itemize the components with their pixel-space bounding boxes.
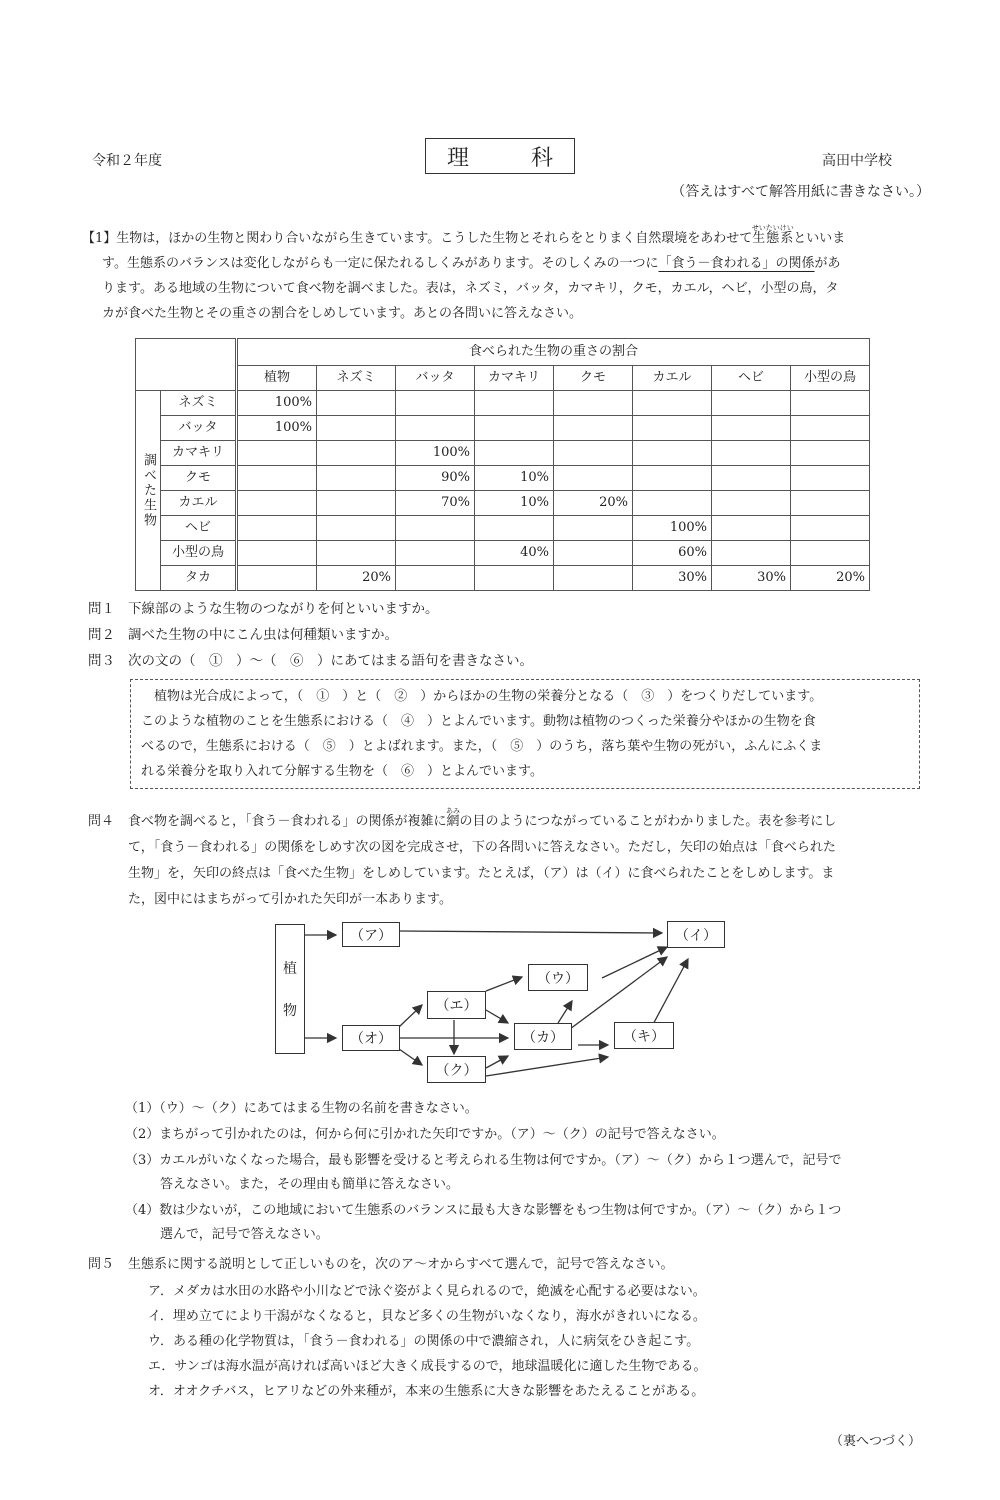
question-label: 問２ [88, 627, 115, 643]
food-web-diagram [270, 919, 740, 1091]
answer-instruction: （答えはすべて解答用紙に書きなさい。） [671, 184, 930, 200]
table-cell [554, 566, 633, 591]
table-cell [554, 466, 633, 491]
continue-notice: （裏へつづく） [830, 1434, 922, 1449]
table-cell [317, 516, 396, 541]
table-row [136, 441, 870, 466]
table-row [136, 391, 870, 416]
plant-label-char: 物 [283, 1003, 297, 1019]
sub-question-3 [125, 1149, 985, 1197]
table-cell [396, 416, 475, 441]
ruby-reading: あみ [446, 807, 461, 815]
table-row [136, 541, 870, 566]
table-cell [317, 441, 396, 466]
table-cell: 40% [475, 541, 554, 566]
table-cell [633, 491, 712, 516]
table-cell [237, 541, 317, 566]
question-label: 問５ [88, 1257, 115, 1272]
question-text: て，「食う－食われる」の関係をしめす次の図を完成させ，下の各問いに答えなさい。ただし，矢印の始点は「食べられた [128, 840, 836, 855]
underlined-phrase: 「食う－食われる」の関係 [658, 256, 815, 271]
table-cell: 100% [237, 416, 317, 441]
node-e: （エ） [427, 991, 486, 1019]
sub-question-2 [125, 1123, 985, 1147]
node-u: （ウ） [528, 964, 588, 991]
intro-text: 生物は，ほかの生物と関わり合いながら生きています。こうした生物とそれらをとりまく自然環境をあわせて [116, 231, 753, 246]
table-row [136, 491, 870, 516]
sub-label: （2） [125, 1127, 160, 1142]
table-cell [633, 416, 712, 441]
table-row [136, 566, 870, 591]
node-ka: （カ） [514, 1023, 572, 1050]
table-wrapper [135, 338, 1000, 591]
table-cell [712, 541, 791, 566]
column-header: 植物 [237, 366, 317, 391]
option-e: エ．サンゴは海水温が高ければ高いほど大きく成長するので，地球温暖化に適した生物である。 [148, 1359, 707, 1374]
sub-label: （3） [125, 1153, 160, 1168]
table-cell [475, 441, 554, 466]
option-a: ア．メダカは水田の水路や小川などで泳ぐ姿がよく見られるので，絶滅を心配する必要はない。 [148, 1284, 706, 1299]
node-o: （オ） [342, 1025, 400, 1051]
table-cell [396, 391, 475, 416]
table-cell [791, 466, 870, 491]
table-cell [396, 516, 475, 541]
table-cell: 70% [396, 491, 475, 516]
table-cell [712, 416, 791, 441]
sub-label: （1） [125, 1101, 160, 1116]
page-header [0, 138, 1000, 178]
intro-paragraph [82, 224, 942, 326]
table-cell [554, 516, 633, 541]
subject-title: 理 科 [425, 138, 575, 174]
row-label: バッタ [161, 416, 237, 441]
table-cell [791, 416, 870, 441]
table-cell: 10% [475, 491, 554, 516]
option-o: オ．オオクチバス，ヒアリなどの外来種が，本来の生態系に大きな影響をあたえることがある。 [148, 1384, 705, 1399]
table-cell [554, 441, 633, 466]
table-cell [554, 391, 633, 416]
table-column-headers [136, 366, 870, 391]
table-row [136, 466, 870, 491]
column-header: 小型の鳥 [791, 366, 870, 391]
section-number: 【1】 [82, 231, 117, 246]
table-cell [317, 466, 396, 491]
node-ki: （キ） [614, 1022, 674, 1049]
table-cell [554, 416, 633, 441]
node-a: （ア） [342, 922, 400, 947]
question-label: 問１ [88, 601, 115, 617]
table-cell [317, 391, 396, 416]
column-header: バッタ [396, 366, 475, 391]
table-cell [396, 541, 475, 566]
school-name: 高田中学校 [822, 153, 892, 169]
table-cell [633, 466, 712, 491]
arrow-e-to-ka [486, 1010, 508, 1023]
table-cell [712, 391, 791, 416]
table-cell [475, 516, 554, 541]
question-label: 問３ [88, 653, 115, 669]
options-list [148, 1279, 1000, 1404]
question-text: 生態系に関する説明として正しいものを，次のア～オからすべて選んで，記号で答えなさい。 [128, 1257, 674, 1272]
option-i: イ．埋め立てにより干潟がなくなると，貝など多くの生物がいなくなり，海水がきれいになる。 [148, 1309, 706, 1324]
question-text: 下線部のような生物のつながりを何といいますか。 [128, 601, 439, 617]
question-text: 次の文の（ ① ）～（ ⑥ ）にあてはまる語句を書きなさい。 [128, 653, 533, 669]
arrow-u-to-i [602, 947, 667, 978]
sub-question-4 [125, 1199, 985, 1247]
table-cell: 20% [791, 566, 870, 591]
table-cell [633, 391, 712, 416]
box-line: 植物は光合成によって，（ ① ）と（ ② ）からほかの生物の栄養分となる（ ③ ）をつくりだしています。 [141, 689, 823, 704]
plant-label-char: 植 [283, 961, 297, 977]
table-cell: 30% [633, 566, 712, 591]
arrow-o-to-ku [399, 1049, 422, 1065]
table-cell [791, 391, 870, 416]
ruby-word [751, 224, 794, 246]
table-cell [633, 441, 712, 466]
table-cell [475, 391, 554, 416]
sub-question-1 [125, 1097, 985, 1121]
table-cell: 100% [396, 441, 475, 466]
table-cell [791, 441, 870, 466]
row-label: クモ [161, 466, 237, 491]
table-cell [237, 466, 317, 491]
question-label: 問４ [88, 814, 115, 829]
ruby-base: 網 [446, 814, 461, 829]
table-cell [712, 491, 791, 516]
sub-questions [125, 1097, 985, 1247]
table-cell [237, 516, 317, 541]
sub-text: 数は少ないが，この地域において生態系のバランスに最も大きな影響をもつ生物は何ですか。（ア）～（ク）から１つ [159, 1203, 842, 1218]
table-cell [475, 416, 554, 441]
row-label: 小型の鳥 [161, 541, 237, 566]
sub-label: （4） [125, 1203, 160, 1218]
ruby-base: 生態系 [751, 231, 794, 246]
sub-text: （ウ）～（ク）にあてはまる生物の名前を書きなさい。 [159, 1101, 478, 1116]
intro-text: といいま [793, 231, 846, 246]
question-2 [88, 625, 1000, 645]
row-label: カエル [161, 491, 237, 516]
column-header: カエル [633, 366, 712, 391]
table-cell [791, 541, 870, 566]
arrow-ki-to-i [650, 959, 688, 1030]
arrow-e-to-u [486, 977, 522, 991]
question-text: 食べ物を調べると，「食う－食われる」の関係が複雑に [128, 814, 447, 829]
question-text: の目のようにつながっていることがわかりました。表を参考にし [459, 814, 837, 829]
table-cell: 100% [237, 391, 317, 416]
table-cell [317, 491, 396, 516]
exam-year: 令和２年度 [92, 153, 162, 169]
row-label: タカ [161, 566, 237, 591]
box-line: べるので，生態系における（ ⑤ ）とよばれます。また，（ ⑤ ）のうち，落ち葉や生物の死がい，ふんにふくま [141, 739, 823, 754]
arrow-o-to-e [399, 1005, 422, 1027]
sub-text: 選んで，記号で答えなさい。 [160, 1227, 329, 1242]
arrow-a-to-i [399, 931, 662, 933]
table-cell [237, 441, 317, 466]
table-row [136, 516, 870, 541]
table-cell: 10% [475, 466, 554, 491]
table-cell [554, 541, 633, 566]
box-line: このような植物のことを生態系における（ ④ ）とよんでいます。動物は植物のつくった栄養分やほかの生物を食 [141, 714, 816, 729]
question-5 [88, 1253, 1000, 1277]
ruby-reading: せいたいけい [751, 224, 794, 232]
sub-text: 答えなさい。また，その理由も簡単に答えなさい。 [160, 1177, 460, 1192]
intro-text: があ [814, 256, 841, 271]
question-text: 調べた生物の中にこん虫は何種類いますか。 [128, 627, 398, 643]
table-cell [791, 516, 870, 541]
row-label: カマキリ [161, 441, 237, 466]
column-header: ヘビ [712, 366, 791, 391]
node-ku: （ク） [427, 1056, 486, 1083]
table-cell: 20% [554, 491, 633, 516]
table-cell [237, 491, 317, 516]
node-i: （イ） [667, 921, 725, 948]
fill-in-box [130, 679, 920, 789]
column-header: カマキリ [475, 366, 554, 391]
sub-text: カエルがいなくなった場合，最も影響を受けると考えられる生物は何ですか。（ア）～（ク）から１つ選んで，記号で [159, 1153, 842, 1168]
table-corner [136, 339, 237, 391]
table-cell: 30% [712, 566, 791, 591]
arrow-ku-to-ki [486, 1057, 608, 1076]
intro-text: す。生態系のバランスは変化しながらも一定に保たれるしくみがあります。そのしくみの一つに [102, 256, 659, 271]
question-4 [88, 807, 968, 913]
table-cell [237, 566, 317, 591]
table-row [136, 416, 870, 441]
table-cell [317, 416, 396, 441]
column-header: クモ [554, 366, 633, 391]
table-cell [396, 566, 475, 591]
side-header: 調べた生物 [136, 391, 161, 591]
intro-text: ります。ある地域の生物について食べ物を調べました。表は，ネズミ，バッタ，カマキリ，クモ，カエル，ヘビ，小型の鳥，タ [102, 281, 839, 296]
table-cell: 20% [317, 566, 396, 591]
table-cell [791, 491, 870, 516]
table-cell: 90% [396, 466, 475, 491]
table-cell: 60% [633, 541, 712, 566]
table-cell: 100% [633, 516, 712, 541]
arrow-ka-to-u [558, 1001, 572, 1023]
box-line: れる栄養分を取り入れて分解する生物を（ ⑥ ）とよんでいます。 [141, 764, 543, 779]
question-text: 生物」を，矢印の終点は「食べた生物」をしめしています。たとえば，（ア）は（イ）に食べられたことをしめします。ま [128, 866, 835, 881]
arrow-ku-to-ka [486, 1056, 508, 1068]
table-cell [712, 466, 791, 491]
table-cell [317, 541, 396, 566]
row-label: ヘビ [161, 516, 237, 541]
option-u: ウ．ある種の化学物質は，「食う－食われる」の関係の中で濃縮され，人に病気をひき起こす。 [148, 1334, 700, 1349]
table-cell [712, 516, 791, 541]
food-table [135, 338, 870, 591]
column-header: ネズミ [317, 366, 396, 391]
table-cell [475, 566, 554, 591]
intro-text: カが食べた生物とその重さの割合をしめしています。あとの各問いに答えなさい。 [102, 306, 582, 321]
table-top-header: 食べられた生物の重さの割合 [237, 339, 870, 366]
sub-text: まちがって引かれたのは，何から何に引かれた矢印ですか。（ア）～（ク）の記号で答えなさい。 [159, 1127, 725, 1142]
question-3 [88, 651, 1000, 671]
question-text: た，図中にはまちがって引かれた矢印が一本あります。 [128, 892, 452, 907]
table-cell [712, 441, 791, 466]
row-label: ネズミ [161, 391, 237, 416]
node-plant [275, 924, 305, 1054]
ruby-word [446, 807, 461, 829]
question-1 [88, 599, 1000, 619]
